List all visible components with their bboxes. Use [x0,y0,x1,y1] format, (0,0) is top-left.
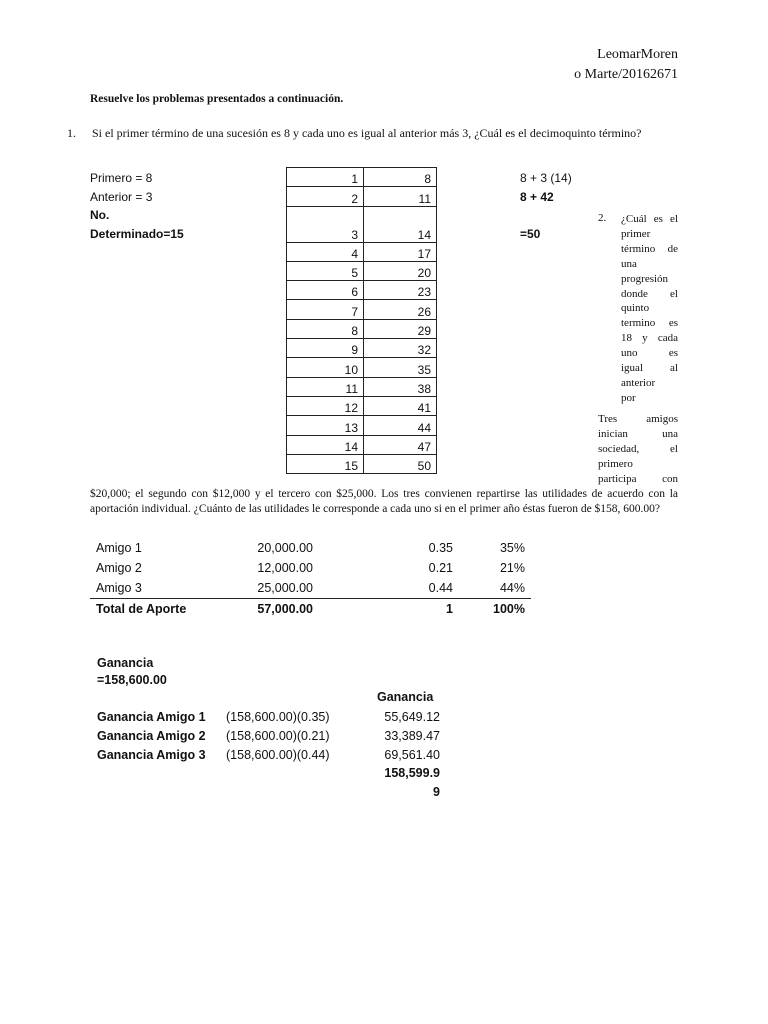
problem-1-statement [67,126,642,141]
ganancia-label: Ganancia Amigo 3 [97,748,206,762]
author-block [574,45,678,85]
instructions-heading: Resuelve los problemas presentados a continuación. [90,93,344,105]
sequence-index-cell: 13 [287,416,364,435]
ganancia-value: =158,600.00 [97,673,167,687]
sequence-row [287,300,437,319]
sequence-index-cell: 12 [287,396,364,415]
author-line-2: o Marte/20162671 [574,67,678,82]
ganancia-total-line-2: 9 [433,785,440,799]
problem-3-line: sociedad, el [598,442,678,455]
sequence-row [287,206,437,242]
problem-3-line: Tres amigos [598,413,678,425]
sequence-index-cell: 15 [287,454,364,473]
sequence-index-cell: 10 [287,358,364,377]
calc-line-2: 8 + 42 [520,190,554,204]
problem-2-line: término de [621,242,678,255]
author-line-1: LeomarMoren [597,47,678,62]
contribution-fraction-cell: 0.21 [428,561,453,575]
sequence-row [287,281,437,300]
sequence-value-cell: 20 [364,261,437,280]
problem-2-number: 2. [598,212,607,224]
contributions-table [90,538,531,619]
sequence-value-cell: 26 [364,300,437,319]
problem-2-line: uno es [621,347,678,360]
sequence-value-cell: 47 [364,435,437,454]
ganancia-column-header: Ganancia [377,690,434,704]
sequence-index-cell: 2 [287,187,364,206]
contribution-amount-cell: 12,000.00 [257,561,313,575]
sequence-row [287,339,437,358]
sequence-index-cell: 8 [287,319,364,338]
sequence-index-cell: 9 [287,339,364,358]
label-no: No. [90,208,110,222]
problem-2-line: 18 y cada [621,332,678,345]
problem-2-line: donde el [621,287,678,300]
sequence-index-cell: 4 [287,242,364,261]
sequence-value-cell: 41 [364,396,437,415]
sequence-row [287,242,437,261]
problem-1-text: Si el primer término de una sucesión es 8 y cada uno es igual al anterior más 3, ¿Cuál es el decimoquinto término? [92,126,642,140]
problem-2-line: termino es [621,317,678,330]
problem-2-line: ¿Cuál es el [621,213,678,225]
ganancia-value: 69,561.40 [384,748,440,762]
contribution-name-cell: Total de Aporte [90,599,215,620]
sequence-value-cell: 32 [364,339,437,358]
calc-line-1: 8 + 3 (14) [520,171,572,185]
problem-2-line: primer [621,227,651,240]
contribution-fraction-cell: 0.44 [428,581,453,595]
ganancia-formula: (158,600.00)(0.35) [226,710,330,724]
contribution-name-cell: Amigo 1 [96,541,142,555]
problem-2-line: quinto [621,302,650,315]
sequence-index-cell: 6 [287,281,364,300]
sequence-row [287,168,437,187]
problem-2-line: una [621,257,637,270]
label-previous: Anterior = 3 [90,190,153,204]
ganancia-block [97,655,167,689]
problem-2-line: igual al [621,362,678,375]
problem-3-line: primero [598,457,633,470]
sequence-index-cell: 1 [287,168,364,187]
sequence-value-cell: 17 [364,242,437,261]
problem-1-number: 1. [67,126,76,140]
problem-3-start [598,412,678,487]
ganancia-label: Ganancia Amigo 2 [97,729,206,743]
ganancia-formula: (158,600.00)(0.44) [226,748,330,762]
sequence-row [287,416,437,435]
sequence-index-cell: 3 [287,206,364,242]
calc-result: =50 [520,227,541,241]
sequence-index-cell: 11 [287,377,364,396]
contributions-row [90,558,531,578]
sequence-value-cell: 23 [364,281,437,300]
sequence-value-cell: 44 [364,416,437,435]
sequence-row [287,319,437,338]
contribution-name-cell: Amigo 3 [96,581,142,595]
sequence-value-cell: 14 [364,206,437,242]
ganancia-label: Ganancia [97,656,154,670]
problem-2-text [621,212,678,406]
ganancia-value: 55,649.12 [384,710,440,724]
problem-2-line: progresión [621,272,669,285]
sequence-row [287,454,437,473]
sequence-index-cell: 14 [287,435,364,454]
ganancia-value: 33,389.47 [384,729,440,743]
sequence-value-cell: 8 [364,168,437,187]
contribution-fraction-cell: 1 [319,599,459,620]
problem-3-continuation: $20,000; el segundo con $12,000 y el tercero con $25,000. Los tres convienen repartirse las utilidades de acuerdo con la aportación individual. ¿Cuánto de las utilidades le corresponde a cada uno si en el primer año éstas fueron de $158, 600.00? [90,488,678,515]
problem-3-line: inician una [598,427,678,440]
contribution-fraction-cell: 0.35 [428,541,453,555]
contribution-amount-cell: 25,000.00 [257,581,313,595]
problem-3-line: participa con [598,472,678,485]
sequence-index-cell: 7 [287,300,364,319]
contributions-row [90,538,531,558]
label-first-term: Primero = 8 [90,171,153,185]
label-determined: Determinado=15 [90,227,184,241]
contribution-amount-cell: 20,000.00 [257,541,313,555]
sequence-table [286,167,437,474]
contribution-percent-cell: 21% [499,561,525,575]
sequence-row [287,261,437,280]
contribution-percent-cell: 44% [499,581,525,595]
contribution-name-cell: Amigo 2 [96,561,142,575]
ganancia-total-line-1: 158,599.9 [384,766,440,780]
sequence-row [287,377,437,396]
problem-2-line: anterior [621,376,656,389]
sequence-row [287,358,437,377]
sequence-row [287,435,437,454]
ganancia-label: Ganancia Amigo 1 [97,710,206,724]
sequence-value-cell: 11 [364,187,437,206]
contribution-percent-cell: 35% [499,541,525,555]
sequence-value-cell: 29 [364,319,437,338]
sequence-value-cell: 35 [364,358,437,377]
sequence-value-cell: 50 [364,454,437,473]
sequence-row [287,187,437,206]
problem-2-line: por [621,391,636,404]
sequence-row [287,396,437,415]
contribution-percent-cell: 100% [459,599,531,620]
ganancia-formula: (158,600.00)(0.21) [226,729,330,743]
sequence-index-cell: 5 [287,261,364,280]
contributions-total-row [90,599,531,620]
contributions-row [90,578,531,599]
contribution-amount-cell: 57,000.00 [215,599,319,620]
sequence-value-cell: 38 [364,377,437,396]
